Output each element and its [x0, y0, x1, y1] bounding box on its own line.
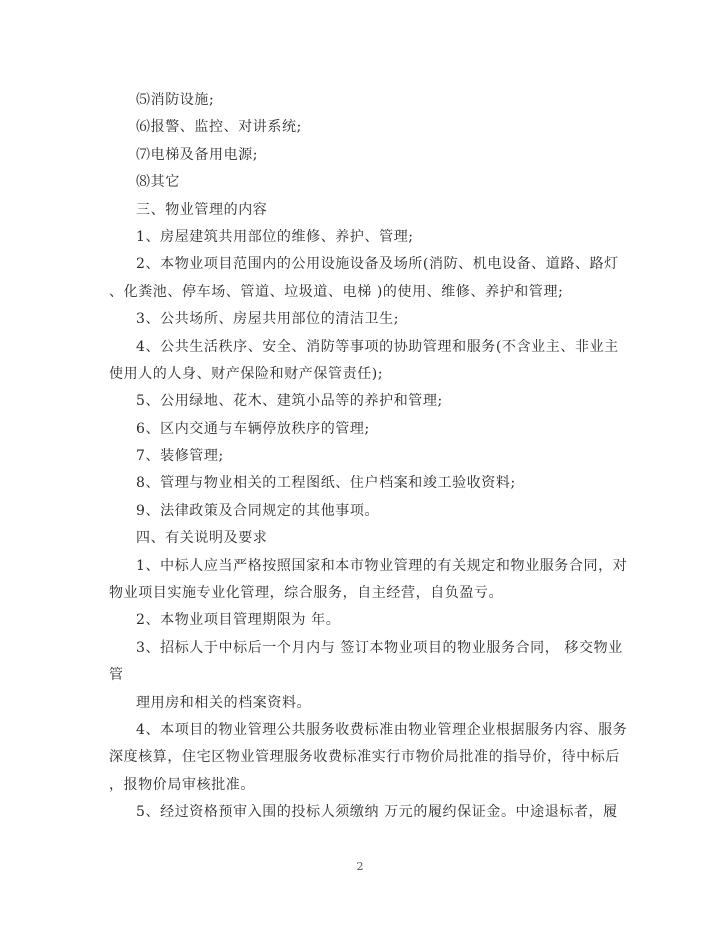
text-line: 1、房屋建筑共用部位的维修、养护、管理;	[136, 228, 414, 245]
page-number: 2	[356, 860, 364, 873]
text-line: 7、装修管理;	[136, 448, 224, 465]
text-line: 4、本项目的物业管理公共服务收费标准由物业管理企业根据服务内容、服务	[136, 721, 628, 738]
text-line: 、化粪池、停车场、管道、垃圾道、电梯 )的使用、维修、养护和管理;	[109, 283, 564, 300]
text-line: ⑺电梯及备用电源;	[136, 146, 259, 163]
text-line: 5、公用绿地、花木、建筑小品等的养护和管理;	[136, 393, 443, 410]
text-line: 深度核算，住宅区物业管理服务收费标准实行市物价局批准的指导价，待中标后	[109, 749, 620, 766]
text-line: 8、管理与物业相关的工程图纸、住户档案和竣工验收资料;	[136, 475, 516, 492]
text-line: 3、招标人于中标后一个月内与 签订本物业项目的物业服务合同， 移交物业	[136, 639, 623, 656]
text-line: 管	[109, 667, 124, 684]
text-line: ⑻其它	[136, 174, 180, 191]
text-line: 物业项目实施专业化管理，综合服务，自主经营，自负盈亏。	[109, 585, 504, 602]
text-line: 三、物业管理的内容	[136, 201, 268, 218]
text-line: 4、公共生活秩序、安全、消防等事项的协助管理和服务(不含业主、非业主	[136, 338, 619, 355]
text-line: 6、区内交通与车辆停放秩序的管理;	[136, 420, 370, 437]
text-line: 1、中标人应当严格按照国家和本市物业管理的有关规定和物业服务合同，对	[136, 557, 628, 574]
body-text	[109, 87, 628, 827]
text-line: 3、公共场所、房屋共用部位的清洁卫生;	[136, 311, 400, 328]
text-line: 9、法律政策及合同规定的其他事项。	[136, 502, 380, 519]
text-line: ⑸消防设施;	[136, 92, 215, 108]
text-line: 2、本物业项目范围内的公用设施设备及场所(消防、机电设备、道路、路灯	[136, 256, 619, 273]
text-line: 理用房和相关的档案资料。	[136, 694, 312, 711]
text-line: ⑹报警、监控、对讲系统;	[136, 119, 302, 136]
text-line: 2、本物业项目管理期限为 年。	[136, 612, 341, 629]
text-line: 四、有关说明及要求	[136, 530, 268, 547]
text-line: 5、经过资格预审入围的投标人须缴纳 万元的履约保证金。中途退标者，履	[136, 804, 618, 821]
text-line: 使用人的人身、财产保险和财产保管责任);	[109, 365, 384, 382]
text-line: ，报物价局审核批准。	[109, 776, 255, 793]
